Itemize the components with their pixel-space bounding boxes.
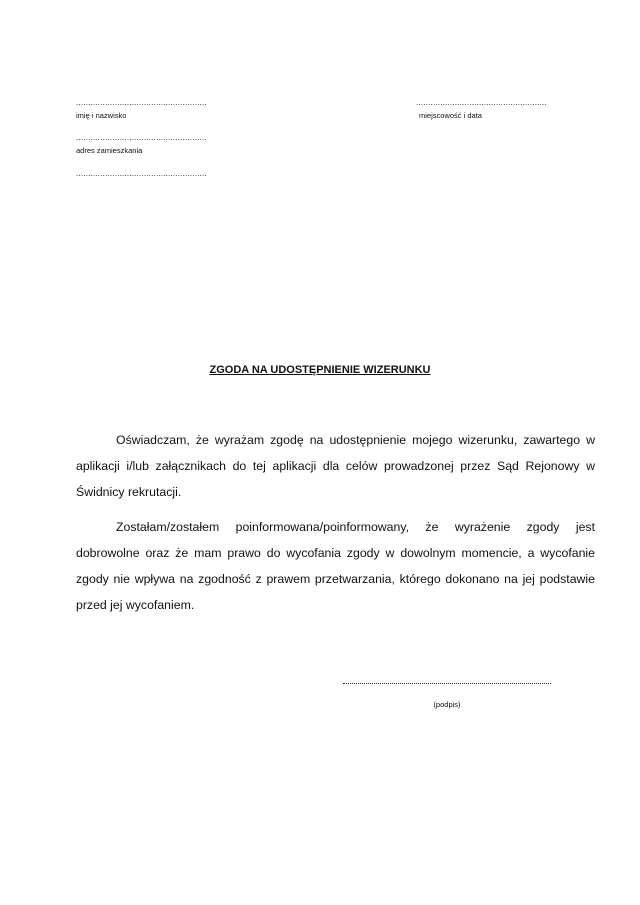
address-dotted-line-2: ...................................................... xyxy=(76,169,207,178)
address-dotted-line: ...................................................... xyxy=(76,133,207,142)
address-label: adres zamieszkania xyxy=(76,146,143,155)
place-date-label: miejscowość i data xyxy=(419,111,482,120)
document-title: ZGODA NA UDOSTĘPNIENIE WIZERUNKU xyxy=(209,364,431,376)
information-paragraph: Zostałam/zostałem poinformowana/poinformowany, że wyrażenie zgody jest dobrowolne oraz że mam prawo do wycofania zgody w dowolnym momencie, a wycofanie zgody nie wpływa na zgodność z prawem przetwarzania, którego dokonano na jej podstawie przed jej wycofaniem. xyxy=(76,520,595,612)
place-date-dotted-line: ...................................................... xyxy=(416,98,547,107)
consent-paragraph: Oświadczam, że wyrażam zgodę na udostępnienie mojego wizerunku, zawartego w aplikacji i/lub załącznikach do tej aplikacji dla celów prowadzonej przez Sąd Rejonowy w Świdnicy rekrutacji. xyxy=(76,433,595,499)
signature-label: (podpis) xyxy=(433,700,461,709)
name-label: imię i nazwisko xyxy=(76,111,127,120)
name-dotted-line: ...................................................... xyxy=(76,98,207,107)
signature-line xyxy=(343,683,551,684)
